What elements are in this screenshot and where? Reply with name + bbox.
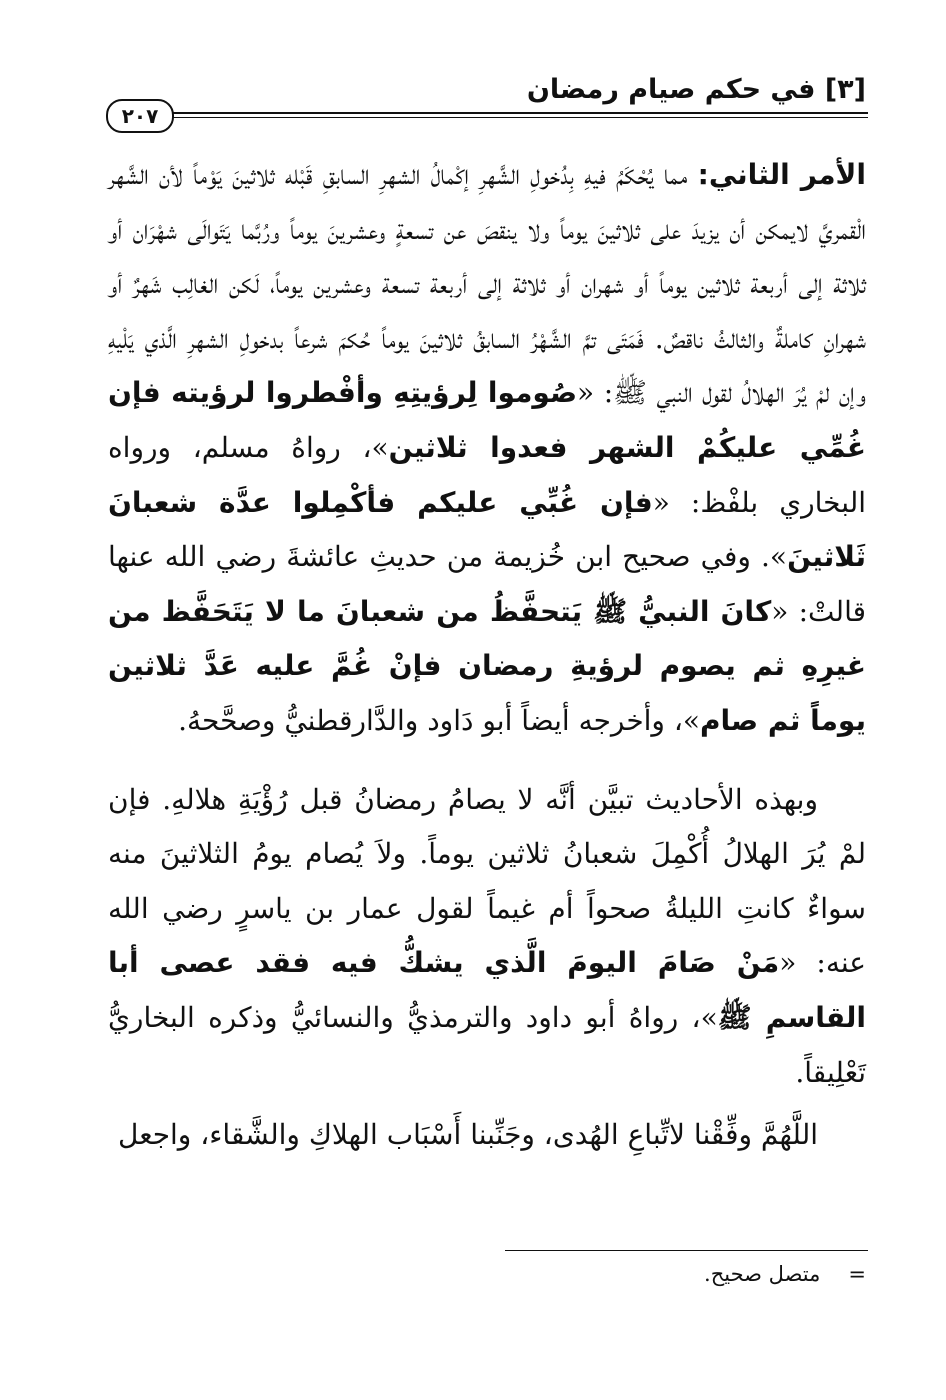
text-run: اللَّهُمَّ وفِّقْنا لاتِّباعِ الهُدى، وجَنِّبنا أَسْبَاب الهلاكِ والشَّقاء، واجعل <box>117 1118 818 1152</box>
emphasized-text: صُوموا لِرؤيتِهِ وأفْطروا لرؤيته فإن غُمِّي عليكُمْ الشهر فعدوا ثلاثين <box>108 376 867 464</box>
paragraph-2 <box>108 773 866 1101</box>
page-number: ٢٠٧ <box>106 99 174 133</box>
emphasized-text: فإن غُبِّي عليكم فأكْمِلوا عدَّة شعبانَ ثَلاثينَ <box>108 485 866 574</box>
header-rule <box>168 112 868 114</box>
paragraph-1 <box>108 148 866 749</box>
emphasized-text: كانَ النبيُّ ﷺ يَتحفَّظُ من شعبانَ ما لا يَتَحَفَّظ من غيرِهِ ثم يصوم لرؤيةِ رمضان فإنْ غُمَّ عليه عَدَّ ثلاثين يوماً ثم صام <box>108 594 866 737</box>
header-rule-thin <box>168 117 868 118</box>
footnote-rule <box>505 1250 868 1251</box>
paragraph-3 <box>108 1108 866 1163</box>
emphasized-text: مَنْ صَامَ اليومَ الَّذي يشكُّ فيه فقد عصى أبا القاسمِ ﷺ <box>108 946 867 1034</box>
footnote-marker: = <box>848 1262 866 1286</box>
chapter-title: [٣] في حكم صيام رمضان <box>526 74 866 105</box>
emphasized-text: الأمر الثاني: <box>697 158 867 191</box>
text-run: »، رواهُ أبو داود والترمذيُّ والنسائيُّ وذكره البخاريُّ تَعْلِيقاً. <box>108 1000 866 1089</box>
text-run: مما يُحْكَمُ فيهِ بِدُخولِ الشَّهرِ إكْمالُ الشهرِ السابقِ قَبْله ثلاثينَ يَوْماً لأن الشَّهر الْقمريَّ لايمكن أن يزيدَ على ثلاثينَ يوماً ولا ينقصَ عن تسعةٍ وعشرينَ يوماً ورُبَّما يَتَوالَى شهْرَان أو ثلاثة إلى أربعة ثلاثين يوماً أو شهران أو ثلاثة إلى أربعة تسعة وعشرين يوماً، لَكن الغالِب شَهرٌ أو شهرانِ كاملةٌ والثالثُ ناقصٌ. فَمَتَى تمَّ الشَّهْرُ السابقُ ثلاثينَ يوماً حُكمَ شرعاً بدخولِ الشهرِ الَّذي يَلْيهِ وإن لمْ يُرَ الهلالُ لقول النبي ﷺ: « <box>108 158 866 410</box>
footnote-text: متصل صحيح. <box>704 1262 821 1286</box>
footnote <box>704 1262 866 1286</box>
text-run: وبهذه الأحاديث تبيَّن أنَّه لا يصامُ رمضانُ قبل رُؤْيَةِ هلالهِ. فإن لمْ يُرَ الهلالُ أُكْمِلَ شعبانُ ثلاثين يوماً. ولاَ يُصام يومُ الثلاثينَ منه سواءٌ كانتِ الليلةُ صحواً أم غيماً لقول عمار بن ياسرٍ رضي الله عنه: « <box>108 782 866 980</box>
text-run: »، وأخرجه أيضاً أبو دَاود والدَّارقطنيُّ وصحَّحهُ. <box>178 703 701 737</box>
text-run: »، رواهُ مسلم، ورواه البخاري بلفْظ: « <box>108 430 867 519</box>
main-text <box>108 148 866 1163</box>
text-run: ». وفي صحيح ابن خُزيمة من حديثِ عائشةَ رضي الله عنها قالتْ: « <box>108 540 866 628</box>
